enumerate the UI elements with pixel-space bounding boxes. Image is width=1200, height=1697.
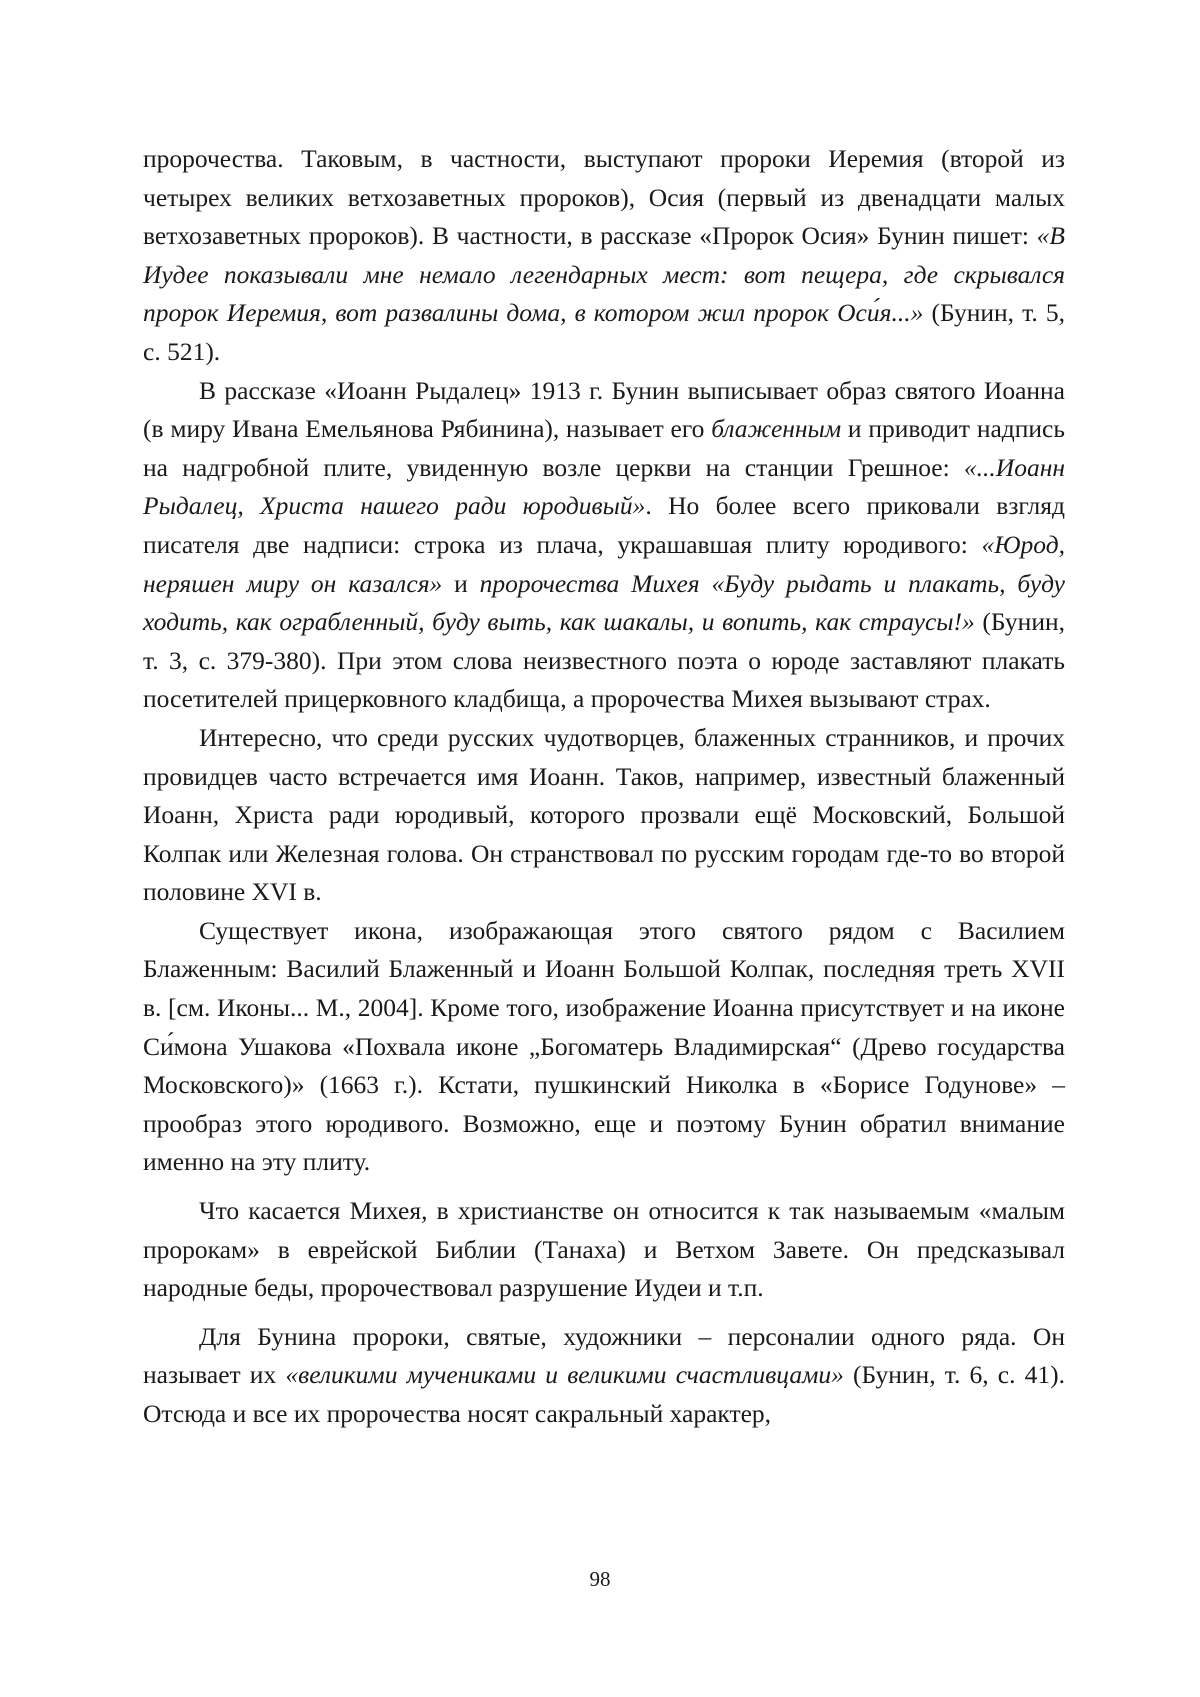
- paragraph-5: [143, 1192, 1065, 1308]
- page-number: 98: [0, 1567, 1200, 1592]
- paragraph-2-text-5: (Бунин, т. 3, с. 379-380). При этом слова неизвестного поэта о юроде заставляют плакать посетителей прицерковного кладбища, а пророчества Михея вызывают страх.: [143, 607, 1065, 713]
- paragraph-1: [143, 140, 1065, 372]
- paragraph-2-quote-1: «...Иоанн Рыдалец, Христа нашего ради юродивый»: [143, 453, 1065, 521]
- paragraph-1-quote-1: «В Иудее показывали мне немало легендарных мест: вот пещера, где скрывался пророк Иеремия, вот развалины дома, в котором жил пророк Оси́я...»: [143, 221, 1065, 327]
- paragraph-1-text-1: пророчества. Таковым, в частности, выступают пророки Иеремия (второй из четырех великих ветхозаветных пророков), Осия (первый из двенадцати малых ветхозаветных пророков). В частности, в рассказе «Пророк Осия» Бунин пишет:: [143, 144, 1065, 250]
- paragraph-2: [143, 372, 1065, 719]
- paragraph-2-emphasis-1: блаженным: [711, 414, 841, 443]
- paragraph-1-text-2: (Бунин, т. 5, с. 521).: [143, 298, 1065, 366]
- paragraph-2-quote-2: «Юрод, неряшен миру он казался»: [143, 530, 1065, 598]
- paragraph-2-text-4: и: [442, 569, 479, 598]
- paragraph-4: [143, 912, 1065, 1182]
- paragraph-2-quote-3: пророчества Михея «Буду рыдать и плакать, буду ходить, как ограбленный, буду выть, как шакалы, и вопить, как страусы!»: [143, 569, 1065, 637]
- page-body: [143, 140, 1065, 1434]
- paragraph-6: [143, 1318, 1065, 1434]
- paragraph-6-text-2: (Бунин, т. 6, с. 41). Отсюда и все их пророчества носят сакральный характер,: [143, 1360, 1065, 1428]
- paragraph-5-text-1: Что касается Михея, в христианстве он относится к так называемым «малым пророкам» в еврейской Библии (Танаха) и Ветхом Завете. Он предсказывал народные беды, пророчествовал разрушение Иудеи и т.п.: [143, 1196, 1065, 1302]
- paragraph-6-text-1: Для Бунина пророки, святые, художники – персоналии одного ряда. Он называет их: [143, 1322, 1065, 1390]
- paragraph-4-text-1: Существует икона, изображающая этого святого рядом с Василием Блаженным: Василий Блаженный и Иоанн Большой Колпак, последняя треть XVII в. [см. Иконы... М., 2004]. Кроме того, изображение Иоанна присутствует и на иконе Си́мона Ушакова «Похвала иконе „Богоматерь Владимирская“ (Древо государства Московского)» (1663 г.). Кстати, пушкинский Николка в «Борисе Годунове» – прообраз этого юродивого. Возможно, еще и поэтому Бунин обратил внимание именно на эту плиту.: [143, 916, 1065, 1177]
- paragraph-2-text-3: . Но более всего приковали взгляд писателя две надписи: строка из плача, украшавшая плиту юродивого:: [143, 491, 1065, 559]
- paragraph-3: [143, 719, 1065, 912]
- paragraph-2-text-1: В рассказе «Иоанн Рыдалец» 1913 г. Бунин выписывает образ святого Иоанна (в миру Ивана Емельянова Рябинина), называет его: [143, 376, 1065, 444]
- paragraph-6-quote-1: «великими мучениками и великими счастливцами»: [285, 1360, 843, 1389]
- paragraph-3-text-1: Интересно, что среди русских чудотворцев, блаженных странников, и прочих провидцев часто встречается имя Иоанн. Таков, например, известный блаженный Иоанн, Христа ради юродивый, которого прозвали ещё Московский, Большой Колпак или Железная голова. Он странствовал по русским городам где-то во второй половине XVI в.: [143, 723, 1065, 906]
- paragraph-2-text-2: и приводит надпись на надгробной плите, увиденную возле церкви на станции Грешное:: [143, 414, 1065, 482]
